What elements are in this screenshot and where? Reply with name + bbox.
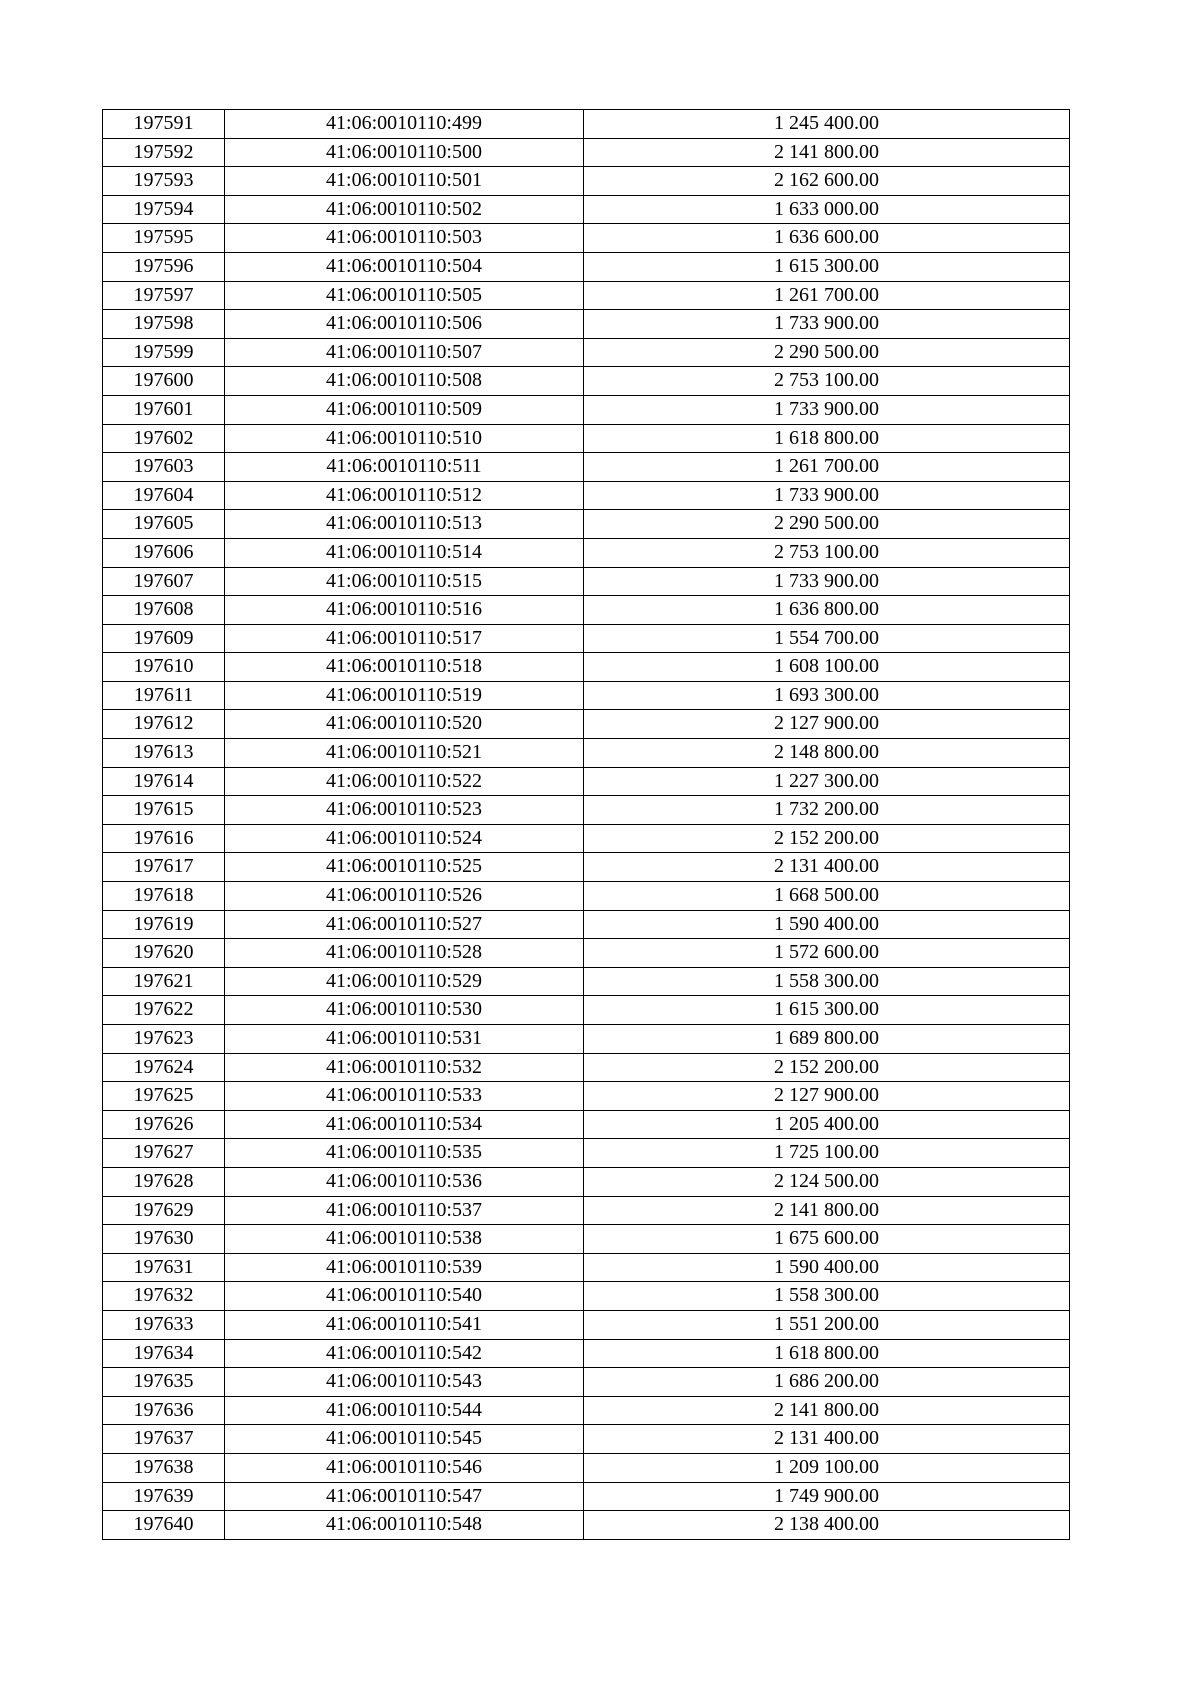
cadastral-number-cell: 41:06:0010110:512 — [225, 481, 584, 510]
cadastral-value-cell: 2 152 200.00 — [584, 1053, 1070, 1082]
row-number-cell: 197612 — [103, 710, 225, 739]
cadastral-number-cell: 41:06:0010110:521 — [225, 739, 584, 768]
cadastral-value-cell: 1 261 700.00 — [584, 453, 1070, 482]
row-number-cell: 197616 — [103, 824, 225, 853]
table-row — [103, 538, 1070, 567]
table-row — [103, 281, 1070, 310]
row-number-cell: 197591 — [103, 110, 225, 139]
cadastral-number-cell: 41:06:0010110:545 — [225, 1425, 584, 1454]
table-row — [103, 910, 1070, 939]
table-row — [103, 424, 1070, 453]
table-row — [103, 739, 1070, 768]
cadastral-value-cell: 1 725 100.00 — [584, 1139, 1070, 1168]
table-row — [103, 1453, 1070, 1482]
row-number-cell: 197597 — [103, 281, 225, 310]
table-row — [103, 710, 1070, 739]
cadastral-number-cell: 41:06:0010110:535 — [225, 1139, 584, 1168]
table-row — [103, 1511, 1070, 1540]
cadastral-number-cell: 41:06:0010110:537 — [225, 1196, 584, 1225]
cadastral-number-cell: 41:06:0010110:547 — [225, 1482, 584, 1511]
row-number-cell: 197618 — [103, 882, 225, 911]
cadastral-value-cell: 1 618 800.00 — [584, 1339, 1070, 1368]
row-number-cell: 197611 — [103, 681, 225, 710]
cadastral-number-cell: 41:06:0010110:508 — [225, 367, 584, 396]
table-row — [103, 1425, 1070, 1454]
cadastral-number-cell: 41:06:0010110:515 — [225, 567, 584, 596]
cadastral-number-cell: 41:06:0010110:501 — [225, 167, 584, 196]
cadastral-value-cell: 2 290 500.00 — [584, 338, 1070, 367]
table-row — [103, 1025, 1070, 1054]
table-row — [103, 939, 1070, 968]
cadastral-value-cell: 1 693 300.00 — [584, 681, 1070, 710]
cadastral-value-cell: 1 668 500.00 — [584, 882, 1070, 911]
cadastral-value-cell: 1 590 400.00 — [584, 1253, 1070, 1282]
table-row — [103, 1196, 1070, 1225]
row-number-cell: 197592 — [103, 138, 225, 167]
cadastral-value-cell: 1 558 300.00 — [584, 1282, 1070, 1311]
row-number-cell: 197608 — [103, 596, 225, 625]
table-row — [103, 1310, 1070, 1339]
cadastral-value-cell: 2 162 600.00 — [584, 167, 1070, 196]
table-body — [103, 110, 1070, 1540]
table-row — [103, 996, 1070, 1025]
cadastral-value-cell: 1 590 400.00 — [584, 910, 1070, 939]
cadastral-value-cell: 1 261 700.00 — [584, 281, 1070, 310]
cadastral-number-cell: 41:06:0010110:522 — [225, 767, 584, 796]
row-number-cell: 197625 — [103, 1082, 225, 1111]
cadastral-number-cell: 41:06:0010110:527 — [225, 910, 584, 939]
row-number-cell: 197603 — [103, 453, 225, 482]
cadastral-value-cell: 1 686 200.00 — [584, 1368, 1070, 1397]
cadastral-number-cell: 41:06:0010110:525 — [225, 853, 584, 882]
cadastral-number-cell: 41:06:0010110:511 — [225, 453, 584, 482]
cadastral-value-cell: 1 608 100.00 — [584, 653, 1070, 682]
cadastral-value-cell: 1 205 400.00 — [584, 1110, 1070, 1139]
table-row — [103, 167, 1070, 196]
cadastral-value-cell: 1 689 800.00 — [584, 1025, 1070, 1054]
table-row — [103, 1053, 1070, 1082]
row-number-cell: 197617 — [103, 853, 225, 882]
cadastral-number-cell: 41:06:0010110:506 — [225, 310, 584, 339]
cadastral-value-cell: 1 618 800.00 — [584, 424, 1070, 453]
cadastral-value-cell: 1 558 300.00 — [584, 967, 1070, 996]
row-number-cell: 197609 — [103, 624, 225, 653]
cadastral-value-cell: 1 733 900.00 — [584, 310, 1070, 339]
cadastral-number-cell: 41:06:0010110:513 — [225, 510, 584, 539]
table-row — [103, 1282, 1070, 1311]
cadastral-value-cell: 1 633 000.00 — [584, 195, 1070, 224]
row-number-cell: 197640 — [103, 1511, 225, 1540]
row-number-cell: 197634 — [103, 1339, 225, 1368]
table-row — [103, 510, 1070, 539]
cadastral-number-cell: 41:06:0010110:541 — [225, 1310, 584, 1339]
row-number-cell: 197620 — [103, 939, 225, 968]
cadastral-number-cell: 41:06:0010110:533 — [225, 1082, 584, 1111]
row-number-cell: 197635 — [103, 1368, 225, 1397]
cadastral-number-cell: 41:06:0010110:530 — [225, 996, 584, 1025]
cadastral-number-cell: 41:06:0010110:507 — [225, 338, 584, 367]
cadastral-number-cell: 41:06:0010110:526 — [225, 882, 584, 911]
cadastral-value-cell: 2 148 800.00 — [584, 739, 1070, 768]
cadastral-number-cell: 41:06:0010110:505 — [225, 281, 584, 310]
table-row — [103, 1225, 1070, 1254]
row-number-cell: 197631 — [103, 1253, 225, 1282]
cadastral-value-cell: 1 615 300.00 — [584, 996, 1070, 1025]
row-number-cell: 197606 — [103, 538, 225, 567]
cadastral-value-cell: 2 131 400.00 — [584, 853, 1070, 882]
cadastral-value-cell: 2 124 500.00 — [584, 1167, 1070, 1196]
cadastral-number-cell: 41:06:0010110:531 — [225, 1025, 584, 1054]
row-number-cell: 197619 — [103, 910, 225, 939]
table-row — [103, 1110, 1070, 1139]
cadastral-value-cell: 1 636 800.00 — [584, 596, 1070, 625]
cadastral-value-cell: 1 636 600.00 — [584, 224, 1070, 253]
cadastral-value-cell: 1 749 900.00 — [584, 1482, 1070, 1511]
cadastral-value-cell: 1 551 200.00 — [584, 1310, 1070, 1339]
row-number-cell: 197610 — [103, 653, 225, 682]
row-number-cell: 197639 — [103, 1482, 225, 1511]
table-row — [103, 252, 1070, 281]
cadastral-number-cell: 41:06:0010110:539 — [225, 1253, 584, 1282]
table-row — [103, 1167, 1070, 1196]
table-row — [103, 1253, 1070, 1282]
cadastral-value-cell: 2 127 900.00 — [584, 1082, 1070, 1111]
cadastral-number-cell: 41:06:0010110:524 — [225, 824, 584, 853]
cadastral-number-cell: 41:06:0010110:518 — [225, 653, 584, 682]
cadastral-value-cell: 2 141 800.00 — [584, 138, 1070, 167]
row-number-cell: 197632 — [103, 1282, 225, 1311]
cadastral-number-cell: 41:06:0010110:523 — [225, 796, 584, 825]
row-number-cell: 197593 — [103, 167, 225, 196]
cadastral-value-cell: 1 733 900.00 — [584, 567, 1070, 596]
cadastral-number-cell: 41:06:0010110:534 — [225, 1110, 584, 1139]
cadastral-number-cell: 41:06:0010110:538 — [225, 1225, 584, 1254]
cadastral-number-cell: 41:06:0010110:514 — [225, 538, 584, 567]
cadastral-value-cell: 2 753 100.00 — [584, 538, 1070, 567]
row-number-cell: 197601 — [103, 395, 225, 424]
cadastral-number-cell: 41:06:0010110:528 — [225, 939, 584, 968]
cadastral-number-cell: 41:06:0010110:510 — [225, 424, 584, 453]
row-number-cell: 197614 — [103, 767, 225, 796]
row-number-cell: 197600 — [103, 367, 225, 396]
row-number-cell: 197595 — [103, 224, 225, 253]
cadastral-value-cell: 1 572 600.00 — [584, 939, 1070, 968]
table-row — [103, 481, 1070, 510]
row-number-cell: 197604 — [103, 481, 225, 510]
cadastral-number-cell: 41:06:0010110:529 — [225, 967, 584, 996]
row-number-cell: 197615 — [103, 796, 225, 825]
row-number-cell: 197621 — [103, 967, 225, 996]
row-number-cell: 197626 — [103, 1110, 225, 1139]
row-number-cell: 197596 — [103, 252, 225, 281]
table-row — [103, 195, 1070, 224]
cadastral-number-cell: 41:06:0010110:504 — [225, 252, 584, 281]
cadastral-number-cell: 41:06:0010110:500 — [225, 138, 584, 167]
cadastral-number-cell: 41:06:0010110:516 — [225, 596, 584, 625]
cadastral-number-cell: 41:06:0010110:544 — [225, 1396, 584, 1425]
table-row — [103, 681, 1070, 710]
cadastral-number-cell: 41:06:0010110:517 — [225, 624, 584, 653]
cadastral-value-cell: 1 732 200.00 — [584, 796, 1070, 825]
row-number-cell: 197607 — [103, 567, 225, 596]
cadastral-number-cell: 41:06:0010110:502 — [225, 195, 584, 224]
cadastral-value-cell: 1 675 600.00 — [584, 1225, 1070, 1254]
row-number-cell: 197613 — [103, 739, 225, 768]
cadastral-number-cell: 41:06:0010110:519 — [225, 681, 584, 710]
table-row — [103, 567, 1070, 596]
cadastral-number-cell: 41:06:0010110:536 — [225, 1167, 584, 1196]
table-row — [103, 1139, 1070, 1168]
table-row — [103, 596, 1070, 625]
table-row — [103, 624, 1070, 653]
table-row — [103, 1368, 1070, 1397]
cadastral-value-cell: 2 141 800.00 — [584, 1396, 1070, 1425]
cadastral-value-table — [102, 109, 1070, 1540]
cadastral-value-cell: 1 733 900.00 — [584, 395, 1070, 424]
cadastral-value-cell: 2 141 800.00 — [584, 1196, 1070, 1225]
cadastral-number-cell: 41:06:0010110:546 — [225, 1453, 584, 1482]
cadastral-value-cell: 2 138 400.00 — [584, 1511, 1070, 1540]
table-row — [103, 310, 1070, 339]
row-number-cell: 197630 — [103, 1225, 225, 1254]
cadastral-value-cell: 2 152 200.00 — [584, 824, 1070, 853]
cadastral-value-cell: 2 131 400.00 — [584, 1425, 1070, 1454]
row-number-cell: 197624 — [103, 1053, 225, 1082]
table-row — [103, 824, 1070, 853]
cadastral-value-cell: 1 209 100.00 — [584, 1453, 1070, 1482]
table-row — [103, 453, 1070, 482]
row-number-cell: 197636 — [103, 1396, 225, 1425]
table-row — [103, 653, 1070, 682]
table-row — [103, 1082, 1070, 1111]
row-number-cell: 197602 — [103, 424, 225, 453]
table-row — [103, 395, 1070, 424]
cadastral-number-cell: 41:06:0010110:503 — [225, 224, 584, 253]
row-number-cell: 197598 — [103, 310, 225, 339]
cadastral-value-cell: 2 290 500.00 — [584, 510, 1070, 539]
cadastral-number-cell: 41:06:0010110:520 — [225, 710, 584, 739]
table-row — [103, 967, 1070, 996]
row-number-cell: 197594 — [103, 195, 225, 224]
cadastral-number-cell: 41:06:0010110:543 — [225, 1368, 584, 1397]
table-row — [103, 882, 1070, 911]
table-row — [103, 110, 1070, 139]
cadastral-value-cell: 2 127 900.00 — [584, 710, 1070, 739]
row-number-cell: 197637 — [103, 1425, 225, 1454]
cadastral-value-cell: 1 227 300.00 — [584, 767, 1070, 796]
table-row — [103, 1339, 1070, 1368]
cadastral-number-cell: 41:06:0010110:540 — [225, 1282, 584, 1311]
cadastral-value-cell: 2 753 100.00 — [584, 367, 1070, 396]
table-row — [103, 138, 1070, 167]
table-row — [103, 1482, 1070, 1511]
table-row — [103, 224, 1070, 253]
row-number-cell: 197627 — [103, 1139, 225, 1168]
row-number-cell: 197629 — [103, 1196, 225, 1225]
cadastral-number-cell: 41:06:0010110:542 — [225, 1339, 584, 1368]
cadastral-number-cell: 41:06:0010110:548 — [225, 1511, 584, 1540]
row-number-cell: 197605 — [103, 510, 225, 539]
row-number-cell: 197599 — [103, 338, 225, 367]
table-row — [103, 853, 1070, 882]
cadastral-number-cell: 41:06:0010110:532 — [225, 1053, 584, 1082]
cadastral-value-cell: 1 554 700.00 — [584, 624, 1070, 653]
row-number-cell: 197633 — [103, 1310, 225, 1339]
table-row — [103, 338, 1070, 367]
table-row — [103, 1396, 1070, 1425]
cadastral-value-cell: 1 733 900.00 — [584, 481, 1070, 510]
cadastral-value-cell: 1 245 400.00 — [584, 110, 1070, 139]
table-row — [103, 367, 1070, 396]
cadastral-number-cell: 41:06:0010110:509 — [225, 395, 584, 424]
cadastral-number-cell: 41:06:0010110:499 — [225, 110, 584, 139]
table-row — [103, 767, 1070, 796]
cadastral-value-cell: 1 615 300.00 — [584, 252, 1070, 281]
row-number-cell: 197622 — [103, 996, 225, 1025]
row-number-cell: 197623 — [103, 1025, 225, 1054]
table-row — [103, 796, 1070, 825]
row-number-cell: 197638 — [103, 1453, 225, 1482]
row-number-cell: 197628 — [103, 1167, 225, 1196]
